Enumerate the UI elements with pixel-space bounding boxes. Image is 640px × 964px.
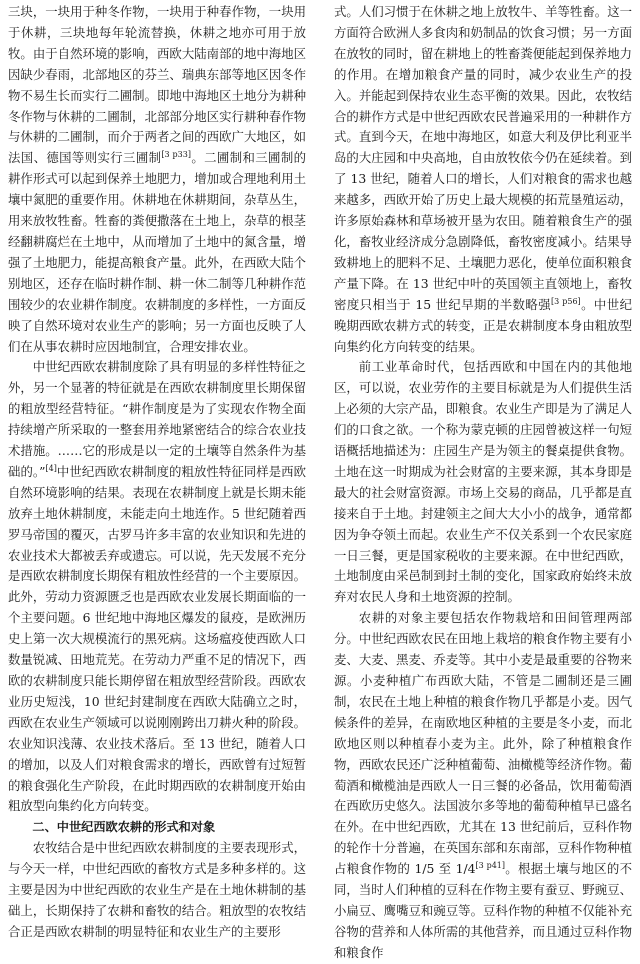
citation: [4]	[45, 463, 57, 473]
right-paragraph-3	[334, 608, 632, 963]
citation: [3 p33]	[161, 150, 191, 160]
paragraph-text: 农耕的对象主要包括农作物栽培和田间管理两部分。中世纪西欧农民在田地上栽培的粮食作物主要有小麦、大麦、黑麦、乔麦等。其中小麦是最重要的谷物来源。小麦种植广布西欧大陆，不管是二圃制还是三圃制，农民在土地上种植的粮食作物几乎都是小麦。因气候条件的差异，在南欧地区种植的主要是冬小麦，而北欧地区则以种植春小麦为主。此外，除了种植粮食作物，西欧农民还广泛种植葡萄、油橄榄等经济作物。葡萄酒和橄榄油是西欧人一日三餐的必备品，饮用葡萄酒在西欧历史悠久。法国波尔多等地的葡萄种植早已盛名在外。在中世纪西欧，尤其在 13 世纪前后，豆科作物的轮作十分普遍，在英国东部和东南部，豆科作物种植占粮食作物的 1/5 至 1/4	[334, 610, 632, 877]
right-column	[334, 2, 632, 960]
journal-page	[8, 2, 632, 960]
paragraph-text: 中世纪西欧农耕制度的粗放性特征同样是西欧自然环境影响的结果。表现在农耕制度上就是长期未能放弃土地休耕制度，未能走向土地连作。5 世纪随着西罗马帝国的覆灭，古罗马许多丰富的农业知识和先进的农业技术大都被丢弃或遗忘。可以说，先天发展不充分是西欧农耕制度长期保有粗放性经营的一个主要原因。此外，劳动力资源匮乏也是西欧农业发展长期面临的一个主要问题。6 世纪地中海地区爆发的鼠疫，是欧洲历史上第一次大规模流行的黑死病。这场瘟疫使西欧人口数量锐减、田地荒芜。在劳动力严重不足的情况下，西欧的农耕制度只能长期停留在粗放型经营阶段。西欧农业历史短浅，10 世纪封建制度在西欧大陆确立之时，西欧在农业生产领域可以说刚刚跨出刀耕火种的阶段。农业知识浅薄、农业技术落后。至 13 世纪，随着人口的增加，以及人们对粮食需求的增长，西欧曾有过短暂的粮食强化生产阶段，在此时期西欧的农耕制度开始由粗放型向集约化方向转变。	[8, 463, 307, 814]
citation: [3 p41]	[475, 861, 505, 871]
paragraph-text: 三块，一块用于种冬作物，一块用于种春作物，一块用于休耕，三块地每年轮流替换，休耕之地亦可用于放牧。由于自然环境的影响，西欧大陆南部的地中海地区因缺少春雨，北部地区的芬兰、瑞典东部等地区因冬作物不易生长而实行二圃制。即地中海地区土地分为耕种冬作物与休耕的二圃制，北部部分地区实行耕种春作物与休耕的二圃制，而介于两者之间的西欧广大地区，如法国、德国等则实行三圃制	[8, 4, 306, 166]
left-paragraph-3: 农牧结合是中世纪西欧农耕制度的主要表现形式，与今天一样，中世纪西欧的畜牧方式是多种多样的。这主要是因为中世纪西欧的农业生产是在土地休耕制的基础上，长期保持了农耕和畜牧的结合。粗放型的农牧结合正是西欧农耕制的明显特征和农业生产的主要形	[8, 840, 306, 939]
citation: [3 p56]	[551, 296, 581, 306]
paragraph-text: 式。人们习惯于在休耕之地上放牧牛、羊等牲畜。这一方面符合欧洲人多食肉和奶制品的饮食习惯；另一方面在放牧的同时，留在耕地上的牲畜粪便能起到保养地力的作用。在增加粮食产量的同时，减少农业生产的投入。并能起到保持农业生态平衡的效果。因此，农牧结合的耕作方式是中世纪西欧农民普遍采用的一种耕作方式。直到今天，在地中海地区，如意大利及伊比利亚半岛的大庄园和中央高地，自由放牧依今仍在延续着。到了 13 世纪，随着人口的增长，人们对粮食的需求也越来越多，西欧开始了历史上最大规模的拓荒垦殖运动，许多原始森林和草场被开垦为农田。随着粮食生产的强化，畜牧业经济成分急剧降低，畜牧密度减小。结果导致耕地上的肥料不足、土壤肥力恶化，使单位面积粮食产量下降。在 13 世纪中叶的英国领主直领地上，畜牧密度只相当于 15 世纪早期的半数略强	[334, 4, 632, 312]
left-paragraph-1	[8, 2, 306, 357]
left-paragraph-2	[8, 357, 306, 817]
right-paragraph-1	[334, 2, 632, 357]
right-paragraph-2: 前工业革命时代，包括西欧和中国在内的其他地区，可以说，农业劳作的主要目标就是为人们提供生活上必须的大宗产品，即粮食。农业生产即是为了满足人们的口食之欲。一个称为蒙克顿的庄园曾被这样一句短语概括地描述为：庄园生产是为领主的餐桌提供食物。土地在这一时期成为社会财富的主要来源，其本身即是最大的社会财富资源。市场上交易的商品，几乎都是直接来自于土地。封建领主之间大大小小的战争，通常都因为争夺领土而起。农业生产不仅关系到一个农民家庭一日三餐，更是国家税收的主要来源。在中世纪西欧，土地制度由采邑制到封土制的变化，国家政府始终未放弃对农民人身和土地资源的控制。	[334, 359, 632, 605]
paragraph-text: 。中世纪晚期西欧农耕方式的转变，正是农耕制度本身由粗放型向集约化方向转变的结果。	[334, 296, 632, 354]
paragraph-text: 中世纪西欧农耕制度除了具有明显的多样性特征之外，另一个显著的特征就是在西欧农耕制度里长期保留的粗放型经营特征。“耕作制度是为了实现农作物全面持续增产所采取的一整套用养地紧密结合的综合农业技术措施。……它的形成是以一定的土壤等自然条件为基础的。”	[8, 359, 306, 479]
section-heading: 二、中世纪西欧农耕的形式和对象	[32, 820, 216, 835]
left-column	[8, 2, 307, 939]
paragraph-text: 。根据土壤与地区的不同，当时人们种植的豆科在作物主要有蚕豆、野豌豆、小扁豆、鹰嘴豆和豌豆等。豆科作物的种植不仅能补充谷物的营养和人体所需的其他营养，而且通过豆科作物和粮食作	[334, 861, 632, 960]
paragraph-text: 。二圃制和三圃制的耕作形式可以起到保养土地肥力，增加或合理地利用土壤中氮肥的重要作用。休耕地在休耕期间，杂草丛生，用来放牧牲畜。牲畜的粪便撒落在土地上，杂草的根茎经翻耕腐烂在土地中，从而增加了土地中的氮含量，增强了土地肥力，能提高粮食产量。此外，在西欧大陆个别地区，还存在临时耕作制、耕一休二制等几种耕作范围较少的农业耕作制度。农耕制度的多样性，一方面反映了自然环境对农业生产的影响；另一方面也反映了人们在从事农耕时应因地制宜，合理安排农业。	[8, 150, 307, 354]
